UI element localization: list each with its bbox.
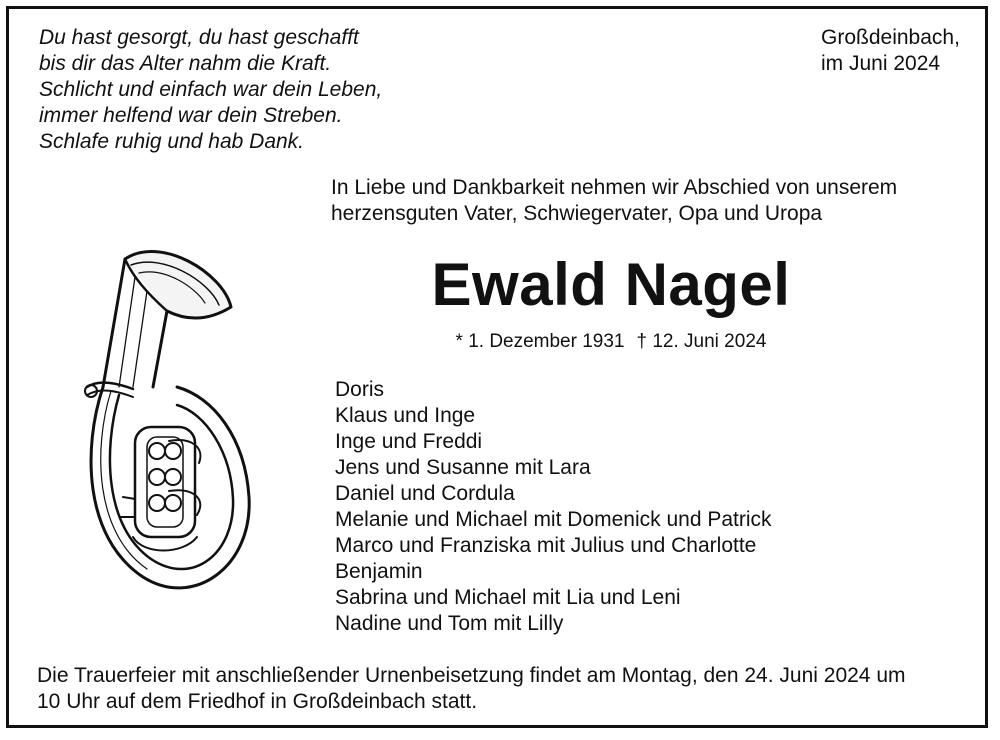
death-date: † 12. Juni 2024 [636, 331, 767, 352]
survivor: Sabrina und Michael mit Lia und Leni [335, 586, 681, 609]
life-dates [331, 329, 891, 355]
place: Großdeinbach, [821, 26, 960, 49]
date: im Juni 2024 [821, 52, 941, 75]
survivors-list [335, 377, 772, 637]
obituary-notice [6, 6, 988, 728]
survivor: Benjamin [335, 560, 423, 583]
birth-date: * 1. Dezember 1931 [455, 331, 625, 352]
ceremony-line: Die Trauerfeier mit anschließender Urnenbeisetzung findet am Montag, den 24. Juni 2024 um [37, 664, 906, 687]
place-date [821, 25, 960, 77]
poem-line: bis dir das Alter nahm die Kraft. [39, 52, 332, 75]
deceased-name: Ewald Nagel [431, 251, 791, 318]
poem [39, 25, 382, 155]
ceremony-line: 10 Uhr auf dem Friedhof in Großdeinbach statt. [37, 690, 478, 713]
poem-line: Du hast gesorgt, du hast geschafft [39, 26, 359, 49]
intro-line: herzensguten Vater, Schwiegervater, Opa und Uropa [331, 202, 823, 225]
poem-line: Schlicht und einfach war dein Leben, [39, 78, 383, 101]
survivor: Melanie und Michael mit Domenick und Patrick [335, 508, 772, 531]
survivor: Doris [335, 378, 385, 401]
survivor: Inge und Freddi [335, 430, 483, 453]
survivor: Daniel und Cordula [335, 482, 515, 505]
intro-text [331, 175, 971, 227]
survivor: Marco und Franziska mit Julius und Charlotte [335, 534, 757, 557]
survivor: Jens und Susanne mit Lara [335, 456, 591, 479]
poem-line: immer helfend war dein Streben. [39, 104, 343, 127]
intro-line: In Liebe und Dankbarkeit nehmen wir Abschied von unserem [331, 176, 898, 199]
tenor-horn-icon [73, 237, 263, 597]
survivor: Nadine und Tom mit Lilly [335, 612, 564, 635]
ceremony-info [37, 663, 977, 715]
poem-line: Schlafe ruhig und hab Dank. [39, 130, 305, 153]
survivor: Klaus und Inge [335, 404, 476, 427]
